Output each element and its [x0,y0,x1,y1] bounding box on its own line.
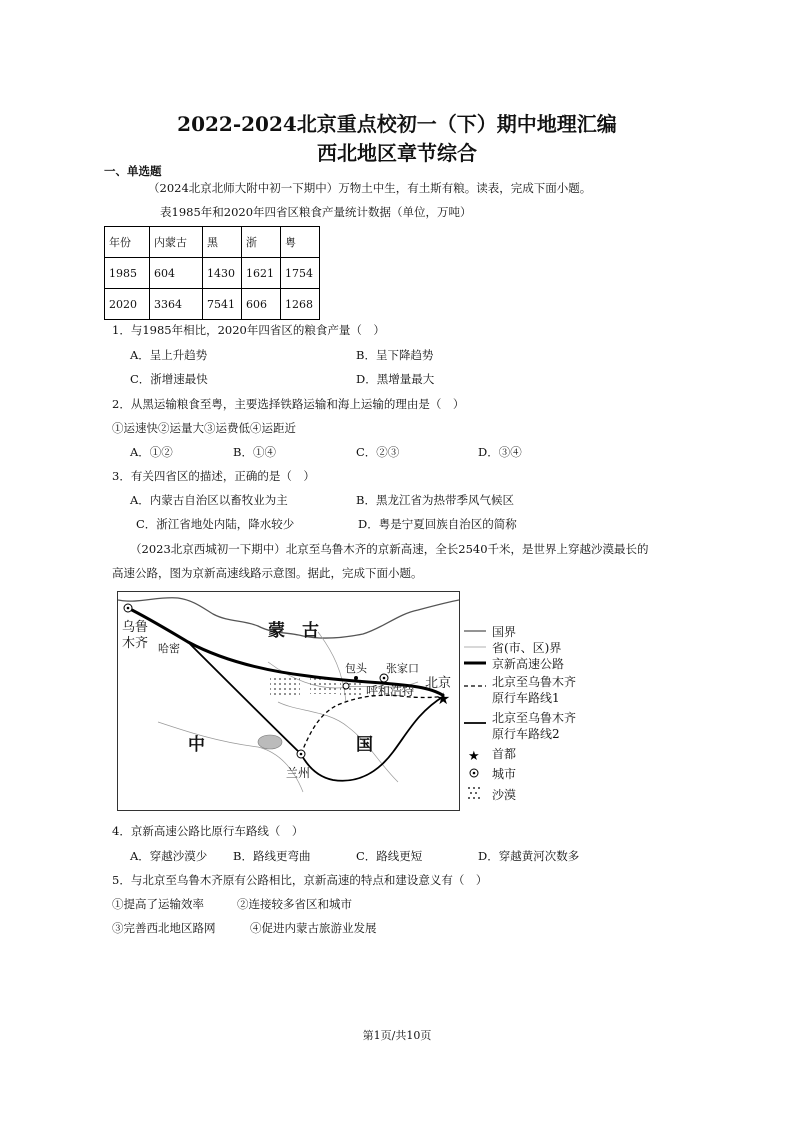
question-1-option-c: C．浙增速最快 [130,372,208,386]
legend-capital-icon: ★ [468,749,480,764]
baotou-city-icon [354,676,358,680]
legend-route1-label-1: 北京至乌鲁木齐 [492,675,577,689]
table-header-row [105,227,320,258]
map-label-beijing: 北京 [425,676,452,691]
question-5-option-4: ④促进内蒙古旅游业发展 [250,921,377,935]
question-5-stem: 5．与北京至乌鲁木齐原有公路相比，京新高速的特点和建设意义有（ ） [112,873,488,887]
map-label-mongolia: 蒙 古 [268,621,319,641]
question-2-options-list: ①运速快②运量大③运费低④运距近 [112,421,296,435]
map-label-hami: 哈密 [158,642,180,655]
table-cell: 1754 [281,258,320,289]
intro-text-1: （2024北京北师大附中初一下期中）万物土中生，有土斯有粮。读表，完成下面小题。 [148,181,592,195]
beijing-capital-icon: ★ [436,689,451,708]
legend-capital-label: 首都 [492,747,517,761]
hohhot-city-icon [343,683,349,689]
expressway-map [117,591,460,811]
question-4-option-d: D．穿越黄河次数多 [478,849,580,863]
question-3-option-b: B．黑龙江省为热带季风气候区 [356,493,514,507]
map-label-baotou: 包头 [345,662,367,675]
question-4-option-b: B．路线更弯曲 [233,849,311,863]
grain-table [104,226,320,320]
question-4-option-a: A．穿越沙漠少 [130,849,208,863]
legend-province-label: 省(市、区)界 [492,641,562,655]
table-header-cell: 粤 [281,227,320,258]
question-4-option-c: C．路线更短 [356,849,423,863]
question-3-option-a: A．内蒙古自治区以畜牧业为主 [130,493,288,507]
intro-text-2-line1: （2023北京西城初一下期中）北京至乌鲁木齐的京新高速，全长2540千米，是世界上穿越沙漠最长的 [130,542,649,556]
table-cell: 1430 [203,258,242,289]
table-row [105,289,320,320]
legend-symbols [462,622,490,812]
question-5-option-2: ②连接较多省区和城市 [237,897,352,911]
question-1-option-d: D．黑增量最大 [356,372,435,386]
table-header-cell: 浙 [242,227,281,258]
table-header-cell: 年份 [105,227,150,258]
map-label-urumqi-1: 乌鲁 [122,620,149,635]
table-cell: 1985 [105,258,150,289]
table-cell: 606 [242,289,281,320]
legend-desert-label: 沙漠 [492,788,517,802]
table-cell: 7541 [203,289,242,320]
question-3-option-d: D．粤是宁夏回族自治区的简称 [358,517,517,531]
map-label-lanzhou: 兰州 [286,766,311,780]
map-label-urumqi-2: 木齐 [122,636,149,651]
map-label-zhangjiakou: 张家口 [386,662,419,675]
legend-route1-label-2: 原行车路线1 [492,691,560,705]
question-5-option-1: ①提高了运输效率 [112,897,204,911]
table-header-cell: 黑 [203,227,242,258]
question-2-option-d: D．③④ [478,445,522,459]
question-2-stem: 2．从黑运输粮食至粤，主要选择铁路运输和海上运输的理由是（ ） [112,397,465,411]
table-cell: 604 [150,258,203,289]
legend-city-label: 城市 [492,767,517,781]
legend-route2-label-2: 原行车路线2 [492,727,560,741]
map-label-zhong: 中 [188,735,205,755]
map-label-hohhot: 呼和浩特 [366,684,415,698]
table-cell: 3364 [150,289,203,320]
table-header-cell: 内蒙古 [150,227,203,258]
legend-desert-icon [468,787,480,799]
table-row [105,258,320,289]
map-label-guo: 国 [356,735,373,755]
page-title-line1: 2022-2024北京重点校初一（下）期中地理汇编 [177,112,617,136]
question-5-option-3: ③完善西北地区路网 [112,921,216,935]
province-border [158,722,303,792]
question-4-stem: 4．京新高速公路比原行车路线（ ） [112,824,304,838]
legend-border-label: 国界 [492,625,517,639]
question-3-stem: 3．有关四省区的描述，正确的是（ ） [112,469,315,483]
question-1-option-a: A．呈上升趋势 [130,348,208,362]
question-2-option-a: A．①② [130,445,173,459]
question-1-stem: 1．与1985年相比，2020年四省区的粮食产量（ ） [112,323,385,337]
page-title-line2: 西北地区章节综合 [317,141,477,165]
question-2-option-c: C．②③ [356,445,400,459]
intro-text-2-line2: 高速公路，图为京新高速线路示意图。据此，完成下面小题。 [112,566,423,580]
table-cell: 2020 [105,289,150,320]
legend-route2-label-1: 北京至乌鲁木齐 [492,711,577,725]
question-2-option-b: B．①④ [233,445,276,459]
question-1-option-b: B．呈下降趋势 [356,348,434,362]
table-cell: 1268 [281,289,320,320]
section-heading: 一、单选题 [104,164,162,178]
page-number: 第1页/共10页 [362,1029,432,1042]
legend-expressway-label: 京新高速公路 [492,657,565,671]
table-caption: 表1985年和2020年四省区粮食产量统计数据（单位，万吨） [160,205,472,219]
lake-shape [258,735,282,749]
question-3-option-c: C．浙江省地处内陆，降水较少 [136,517,295,531]
desert-area [270,676,300,696]
table-cell: 1621 [242,258,281,289]
